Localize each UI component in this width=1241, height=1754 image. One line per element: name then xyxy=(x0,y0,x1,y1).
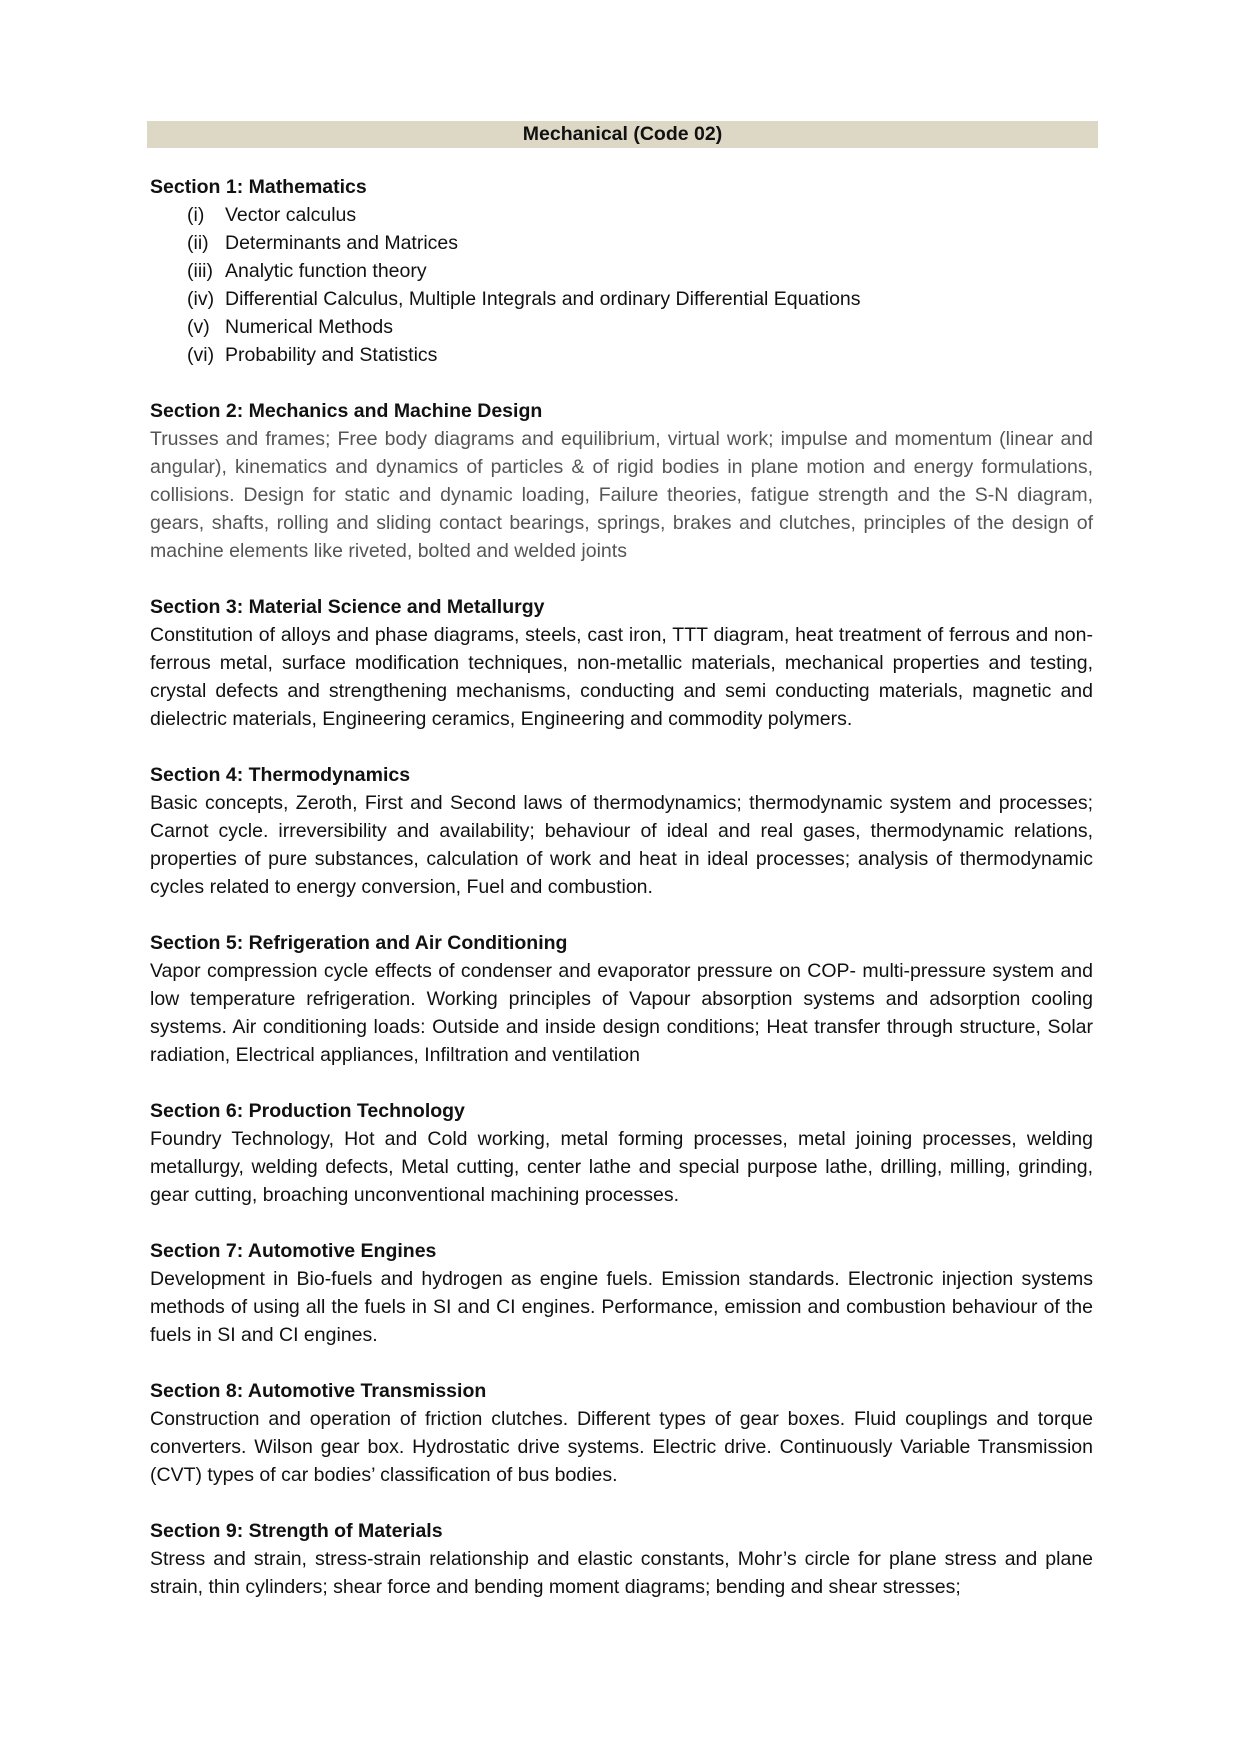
item-number: (iv) xyxy=(187,288,215,310)
section-heading: Section 8: Automotive Transmission xyxy=(150,1380,487,1402)
section-mathematics xyxy=(150,173,1093,369)
section-body: Stress and strain, stress-strain relationship and elastic constants, Mohr’s circle for plane stress and plane strain, thin cylinders; shear force and bending moment diagrams; bending and shear stresses; xyxy=(150,1548,1093,1598)
section-heading: Section 4: Thermodynamics xyxy=(150,764,411,786)
section-body: Foundry Technology, Hot and Cold working, metal forming processes, metal joining processes, welding metallurgy, welding defects, Metal cutting, center lathe and special purpose lathe, drilling, milling, grinding, gear cutting, broaching unconventional machining processes. xyxy=(150,1128,1093,1206)
item-number: (v) xyxy=(187,316,210,338)
document-title: Mechanical (Code 02) xyxy=(147,121,1098,148)
list-item xyxy=(187,201,1093,229)
list-item xyxy=(187,285,1093,313)
section-body: Basic concepts, Zeroth, First and Second laws of thermodynamics; thermodynamic system and processes; Carnot cycle. irreversibility and availability; behaviour of ideal and real gases, thermodynamic relations, properties of pure substances, calculation of work and heat in ideal processes; analysis of thermodynamic cycles related to energy conversion, Fuel and combustion. xyxy=(150,792,1093,898)
section-body: Construction and operation of friction clutches. Different types of gear boxes. Fluid couplings and torque converters. Wilson gear box. Hydrostatic drive systems. Electric drive. Continuously Variable Transmission (CVT) types of car bodies’ classification of bus bodies. xyxy=(150,1408,1093,1486)
section-heading: Section 5: Refrigeration and Air Conditioning xyxy=(150,932,568,954)
section-heading: Section 3: Material Science and Metallurgy xyxy=(150,596,545,618)
section-heading: Section 2: Mechanics and Machine Design xyxy=(150,400,543,422)
list-item xyxy=(187,341,1093,369)
section-refrigeration xyxy=(150,929,1093,1069)
list-item xyxy=(187,313,1093,341)
item-text: Analytic function theory xyxy=(225,260,427,282)
section-automotive-transmission xyxy=(150,1377,1093,1489)
item-number: (i) xyxy=(187,204,205,226)
section-heading: Section 6: Production Technology xyxy=(150,1100,465,1122)
section-heading: Section 1: Mathematics xyxy=(150,176,367,198)
topic-list xyxy=(150,201,1093,369)
document-page xyxy=(150,121,1093,1601)
list-item xyxy=(187,229,1093,257)
item-text: Differential Calculus, Multiple Integrals and ordinary Differential Equations xyxy=(225,288,861,310)
section-mechanics-machine-design xyxy=(150,397,1093,565)
section-body: Constitution of alloys and phase diagrams, steels, cast iron, TTT diagram, heat treatment of ferrous and non-ferrous metal, surface modification techniques, non-metallic materials, mechanical properties and testing, crystal defects and strengthening mechanisms, conducting and semi conducting materials, magnetic and dielectric materials, Engineering ceramics, Engineering and commodity polymers. xyxy=(150,624,1093,730)
section-body: Vapor compression cycle effects of condenser and evaporator pressure on COP- multi-pressure system and low temperature refrigeration. Working principles of Vapour absorption systems and adsorption cooling systems. Air conditioning loads: Outside and inside design conditions; Heat transfer through structure, Solar radiation, Electrical appliances, Infiltration and ventilation xyxy=(150,960,1093,1066)
list-item xyxy=(187,257,1093,285)
section-body: Development in Bio-fuels and hydrogen as engine fuels. Emission standards. Electronic injection systems methods of using all the fuels in SI and CI engines. Performance, emission and combustion behaviour of the fuels in SI and CI engines. xyxy=(150,1268,1093,1346)
item-text: Vector calculus xyxy=(225,204,357,226)
section-thermodynamics xyxy=(150,761,1093,901)
item-number: (iii) xyxy=(187,260,213,282)
section-production-technology xyxy=(150,1097,1093,1209)
section-material-science xyxy=(150,593,1093,733)
section-heading: Section 7: Automotive Engines xyxy=(150,1240,437,1262)
item-text: Probability and Statistics xyxy=(225,344,438,366)
section-automotive-engines xyxy=(150,1237,1093,1349)
item-text: Determinants and Matrices xyxy=(225,232,459,254)
section-body: Trusses and frames; Free body diagrams and equilibrium, virtual work; impulse and momentum (linear and angular), kinematics and dynamics of particles & of rigid bodies in plane motion and energy formulations, collisions. Design for static and dynamic loading, Failure theories, fatigue strength and the S-N diagram, gears, shafts, rolling and sliding contact bearings, springs, brakes and clutches, principles of the design of machine elements like riveted, bolted and welded joints xyxy=(150,428,1093,562)
item-text: Numerical Methods xyxy=(225,316,393,338)
item-number: (ii) xyxy=(187,232,209,254)
item-number: (vi) xyxy=(187,344,215,366)
section-strength-of-materials xyxy=(150,1517,1093,1601)
section-heading: Section 9: Strength of Materials xyxy=(150,1520,443,1542)
